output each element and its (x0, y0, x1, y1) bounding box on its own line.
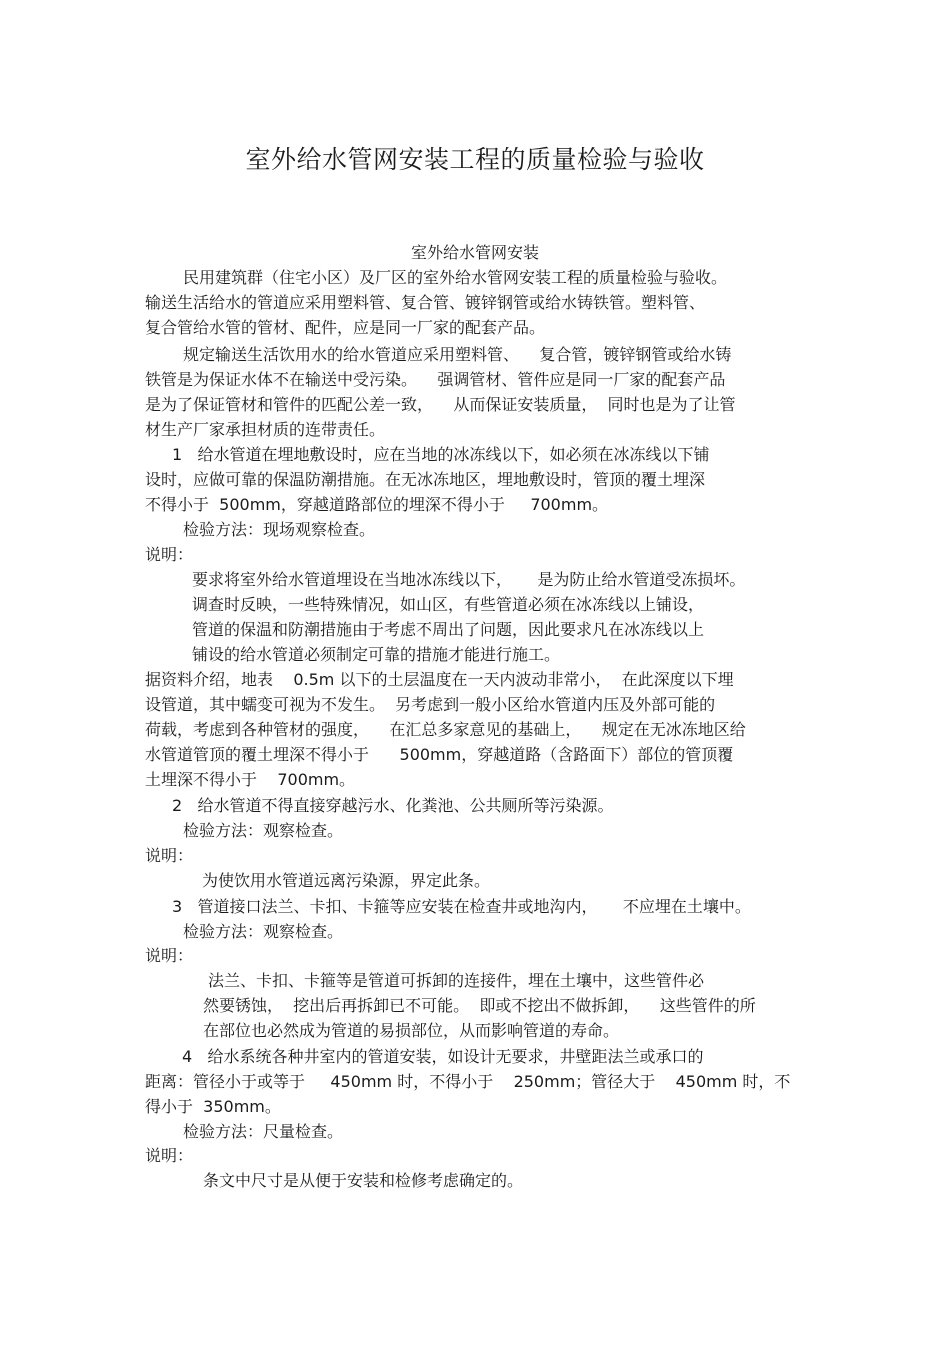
inspection-method: 检验方法：现场观察检查。 (183, 520, 376, 539)
paragraph-line: 是为了保证管材和管件的匹配公差一致， 从而保证安装质量， 同时也是为了让管 (145, 395, 736, 414)
note-heading: 说明： (145, 545, 194, 564)
paragraph-line: 输送生活给水的管道应采用塑料管、复合管、镀锌钢管或给水铸铁管。塑料管、 (145, 293, 706, 312)
note-line: 要求将室外给水管道埋设在当地冰冻线以下， 是为防止给水管道受冻损坏。 (192, 570, 746, 589)
note-heading: 说明： (145, 946, 194, 965)
clause-line: 2 给水管道不得直接穿越污水、化粪池、公共厕所等污染源。 (172, 796, 614, 815)
note-heading: 说明： (145, 846, 194, 865)
clause-line: 距离：管径小于或等于 450mm 时，不得小于 250mm；管径大于 450mm 时，不 (145, 1072, 791, 1091)
note-line: 条文中尺寸是从便于安装和检修考虑确定的。 (203, 1171, 524, 1190)
document-title: 室外给水管网安装工程的质量检验与验收 (245, 145, 705, 174)
clause-line: 设时，应做可靠的保温防潮措施。在无冰冻地区，埋地敷设时，管顶的覆土埋深 (145, 470, 706, 489)
inspection-method: 检验方法：观察检查。 (183, 922, 344, 941)
paragraph-line: 水管道管顶的覆土埋深不得小于 500mm，穿越道路（含路面下）部位的管顶覆 (145, 745, 734, 764)
paragraph-line: 设管道，其中蠕变可视为不发生。 另考虑到一般小区给水管道内压及外部可能的 (145, 695, 716, 714)
paragraph-line: 民用建筑群（住宅小区）及厂区的室外给水管网安装工程的质量检验与验收。 (183, 268, 728, 287)
clause-line: 不得小于 500mm，穿越道路部位的埋深不得小于 700mm。 (145, 495, 609, 514)
clause-line: 4 给水系统各种井室内的管道安装，如设计无要求，井壁距法兰或承口的 (182, 1047, 704, 1066)
note-heading: 说明： (145, 1146, 194, 1165)
paragraph-line: 材生产厂家承担材质的连带责任。 (145, 420, 386, 439)
inspection-method: 检验方法：观察检查。 (183, 821, 344, 840)
note-line: 在部位也必然成为管道的易损部位，从而影响管道的寿命。 (203, 1021, 620, 1040)
section-title: 室外给水管网安装 (410, 243, 539, 262)
note-line: 为使饮用水管道远离污染源，界定此条。 (202, 871, 491, 890)
paragraph-line: 铁管是为保证水体不在输送中受污染。 强调管材、管件应是同一厂家的配套产品 (145, 370, 726, 389)
paragraph-line: 荷载，考虑到各种管材的强度， 在汇总多家意见的基础上， 规定在无冰冻地区给 (145, 720, 746, 739)
clause-line: 1 给水管道在埋地敷设时，应在当地的冰冻线以下，如必须在冰冻线以下铺 (172, 445, 710, 464)
clause-line: 得小于 350mm。 (145, 1097, 281, 1116)
note-line: 管道的保温和防潮措施由于考虑不周出了问题，因此要求凡在冰冻线以上 (192, 620, 705, 639)
paragraph-line: 复合管给水管的管材、配件，应是同一厂家的配套产品。 (145, 318, 546, 337)
note-line: 铺设的给水管道必须制定可靠的措施才能进行施工。 (192, 645, 561, 664)
note-line: 调查时反映，一些特殊情况，如山区，有些管道必须在冰冻线以上铺设， (192, 595, 705, 614)
note-line: 然要锈蚀， 挖出后再拆卸已不可能。 即或不挖出不做拆卸， 这些管件的所 (203, 996, 756, 1015)
note-line: 法兰、卡扣、卡箍等是管道可拆卸的连接件，埋在土壤中，这些管件必 (208, 971, 705, 990)
paragraph-line: 土埋深不得小于 700mm。 (145, 770, 356, 789)
clause-line: 3 管道接口法兰、卡扣、卡箍等应安装在检查井或地沟内， 不应埋在土壤中。 (172, 897, 751, 916)
inspection-method: 检验方法：尺量检查。 (183, 1122, 344, 1141)
paragraph-line: 据资料介绍，地表 0.5m 以下的土层温度在一天内波动非常小， 在此深度以下埋 (145, 670, 734, 689)
paragraph-line: 规定输送生活饮用水的给水管道应采用塑料管、 复合管，镀锌钢管或给水铸 (183, 345, 732, 364)
